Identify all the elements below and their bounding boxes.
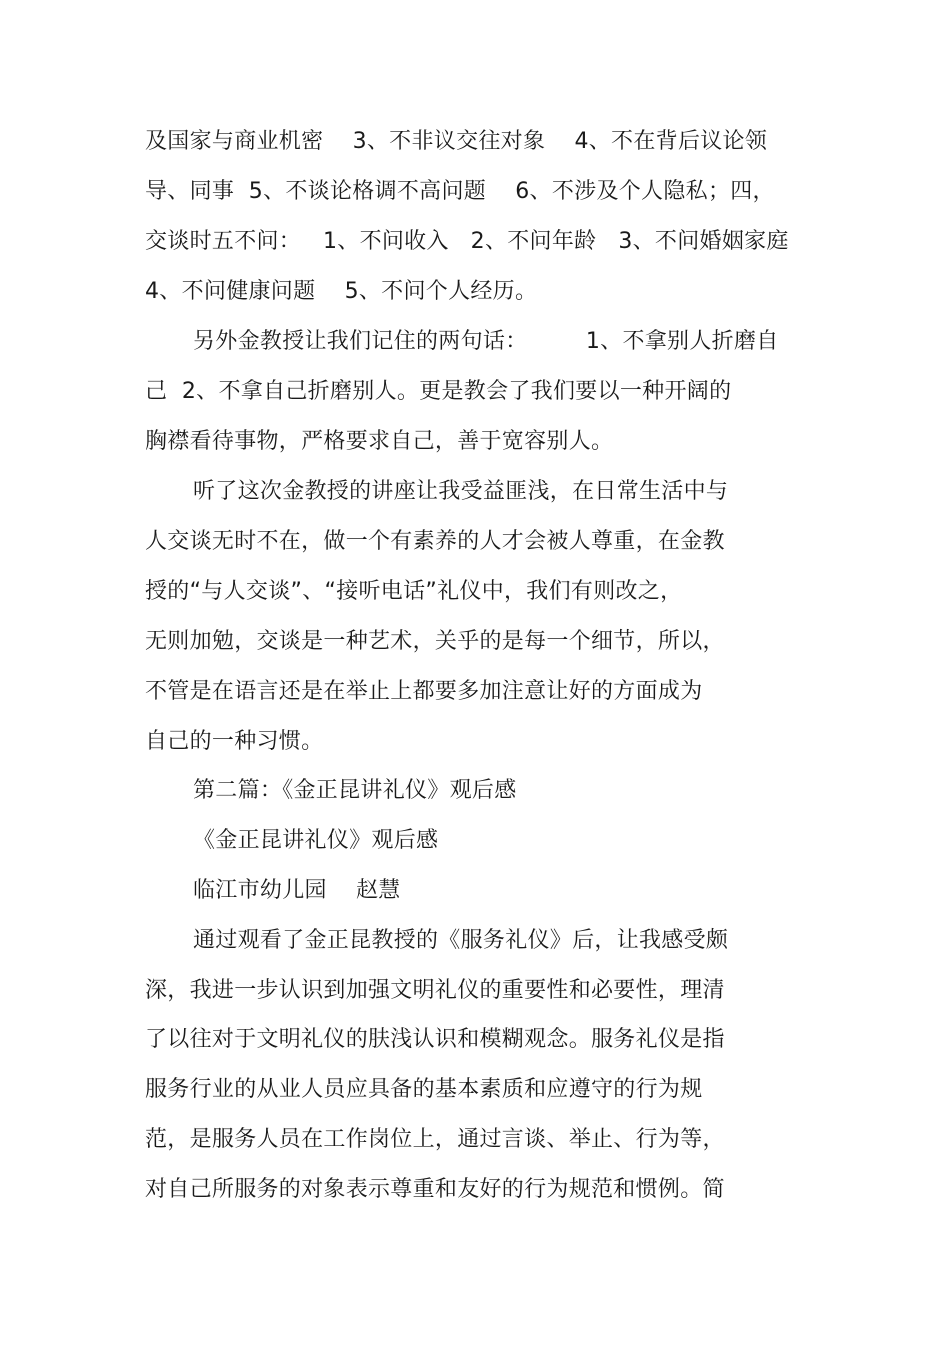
article-title: 《金正昆讲礼仪》观后感 [193,828,439,853]
text-line: 范，是服务人员在工作岗位上，通过言谈、举止、行为等， [145,1127,725,1152]
text-line: 不管是在语言还是在举止上都要多加注意让好的方面成为 [145,679,703,704]
section-heading: 第二篇：《金正昆讲礼仪》观后感 [193,778,517,803]
text-line: 深，我进一步认识到加强文明礼仪的重要性和必要性，理清 [145,978,725,1003]
text-line: 无则加勉，交谈是一种艺术，关乎的是每一个细节，所以， [145,629,725,654]
text-line: 交谈时五不问： 1、不问收入 2、不问年龄 3、不问婚姻家庭 [145,229,789,254]
text-line: 胸襟看待事物，严格要求自己，善于宽容别人。 [145,429,614,454]
paragraph-start-line: 通过观看了金正昆教授的《服务礼仪》后，让我感受颇 [193,928,729,953]
text-line: 对自己所服务的对象表示尊重和友好的行为规范和惯例。简 [145,1177,725,1202]
text-line: 自己的一种习惯。 [145,729,324,754]
text-line: 导、同事 5、不谈论格调不高问题 6、不涉及个人隐私；四， [145,179,775,204]
text-line: 4、不问健康问题 5、不问个人经历。 [145,279,538,304]
text-line: 及国家与商业机密 3、不非议交往对象 4、不在背后议论领 [145,129,768,154]
paragraph-start-line: 听了这次金教授的讲座让我受益匪浅，在日常生活中与 [193,479,729,504]
text-line: 服务行业的从业人员应具备的基本素质和应遵守的行为规 [145,1077,703,1102]
paragraph-start-line: 另外金教授让我们记住的两句话： 1、不拿别人折磨自 [193,329,779,354]
text-line: 人交谈无时不在，做一个有素养的人才会被人尊重，在金教 [145,529,725,554]
author-line: 临江市幼儿园 赵慧 [193,878,401,903]
text-line: 己 2、不拿自己折磨别人。更是教会了我们要以一种开阔的 [145,379,732,404]
text-line: 了以往对于文明礼仪的肤浅认识和模糊观念。服务礼仪是指 [145,1027,725,1052]
text-line: 授的“与人交谈”、“接听电话”礼仪中，我们有则改之， [145,579,683,604]
